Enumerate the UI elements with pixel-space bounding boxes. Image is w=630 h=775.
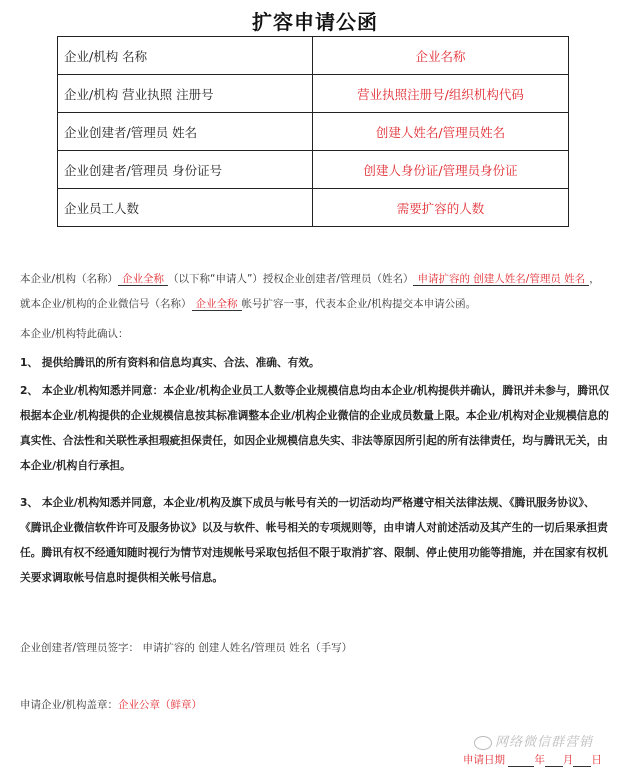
clause-2: 2、 本企业/机构知悉并同意：本企业/机构企业员工人数等企业规模信息均由本企业/机构提供并确认，腾讯并未参与，腾讯仅根据本企业/机构提供的企业规模信息按其标准调整本企业/机构企业微信的企业成员数量上限。本企业/机构对企业规模信息的真实性、合法性和关联性承担瑕疵担保责任，如因企业规模信息失实、非法等原因所引起的所有法律责任，均与腾讯无关，由本企业/机构自行承担。 xyxy=(20,384,610,472)
watermark xyxy=(474,731,593,750)
date-day: 日 xyxy=(591,754,602,766)
clause-3: 3、 本企业/机构知悉并同意，本企业/机构及旗下成员与帐号有关的一切活动均严格遵守相关法律法规、《腾讯服务协议》、《腾讯企业微信软件许可及服务协议》以及与软件、帐号相关的专项规则等，由申请人对前述活动及其产生的一切后果承担责任。腾讯有权不经通知随时视行为情节对违规帐号采取包括但不限于取消扩容、限制、停止使用功能等措施，并在国家有权机关要求调取帐号信息时提供相关帐号信息。 xyxy=(20,496,608,584)
company-name-field-2: 企业全称 xyxy=(192,298,242,311)
year-blank xyxy=(508,754,534,767)
month-blank xyxy=(545,754,563,767)
date-month: 月 xyxy=(562,754,574,766)
company-name-field: 企业全称 xyxy=(118,273,168,286)
intro-text: ，就本企业/机构的企业微信号（名称） xyxy=(20,273,600,310)
table-row xyxy=(58,37,569,75)
row-label: 企业/机构 名称 xyxy=(58,37,313,75)
intro-text: 帐号扩容一事，代表本企业/机构提交本申请公函。 xyxy=(241,298,477,310)
signature-line: 企业创建者/管理员签字： 申请扩容的 创建人姓名/管理员 姓名（手写） xyxy=(20,642,353,654)
info-table xyxy=(57,36,569,227)
seal-value: 企业公章（鲜章） xyxy=(118,699,203,711)
table-row xyxy=(58,151,569,189)
table-row xyxy=(58,75,569,113)
document-title: 扩容申请公函 xyxy=(252,10,378,34)
applicant-field: 申请扩容的 创建人姓名/管理员 姓名 xyxy=(413,273,589,286)
row-value: 营业执照注册号/组织机构代码 xyxy=(313,75,569,113)
intro-text: （以下称“申请人”）授权企业创建者/管理员（姓名） xyxy=(168,273,414,285)
row-value: 创建人姓名/管理员姓名 xyxy=(313,113,569,151)
watermark-text: 网络微信群营销 xyxy=(495,735,594,750)
date-label: 申请日期 xyxy=(463,754,505,766)
day-blank xyxy=(573,754,591,767)
row-label: 企业/机构 营业执照 注册号 xyxy=(58,75,313,113)
row-value: 需要扩容的人数 xyxy=(313,189,569,227)
intro-paragraph xyxy=(20,267,610,317)
intro-text: 本企业/机构（名称） xyxy=(20,273,119,285)
date-line xyxy=(463,752,602,767)
row-label: 企业创建者/管理员 姓名 xyxy=(58,113,313,151)
row-label: 企业创建者/管理员 身份证号 xyxy=(58,151,313,189)
wechat-icon xyxy=(474,736,492,750)
table-row xyxy=(58,189,569,227)
table-row xyxy=(58,113,569,151)
confirm-heading: 本企业/机构特此确认： xyxy=(20,328,129,340)
clause-1: 1、 提供给腾讯的所有资料和信息均真实、合法、准确、有效。 xyxy=(20,356,320,369)
row-value: 创建人身份证/管理员身份证 xyxy=(313,151,569,189)
row-label: 企业员工人数 xyxy=(58,189,313,227)
date-year: 年 xyxy=(534,754,545,766)
seal-label: 申请企业/机构盖章： xyxy=(20,699,119,711)
row-value: 企业名称 xyxy=(313,37,569,75)
seal-line xyxy=(20,697,202,712)
